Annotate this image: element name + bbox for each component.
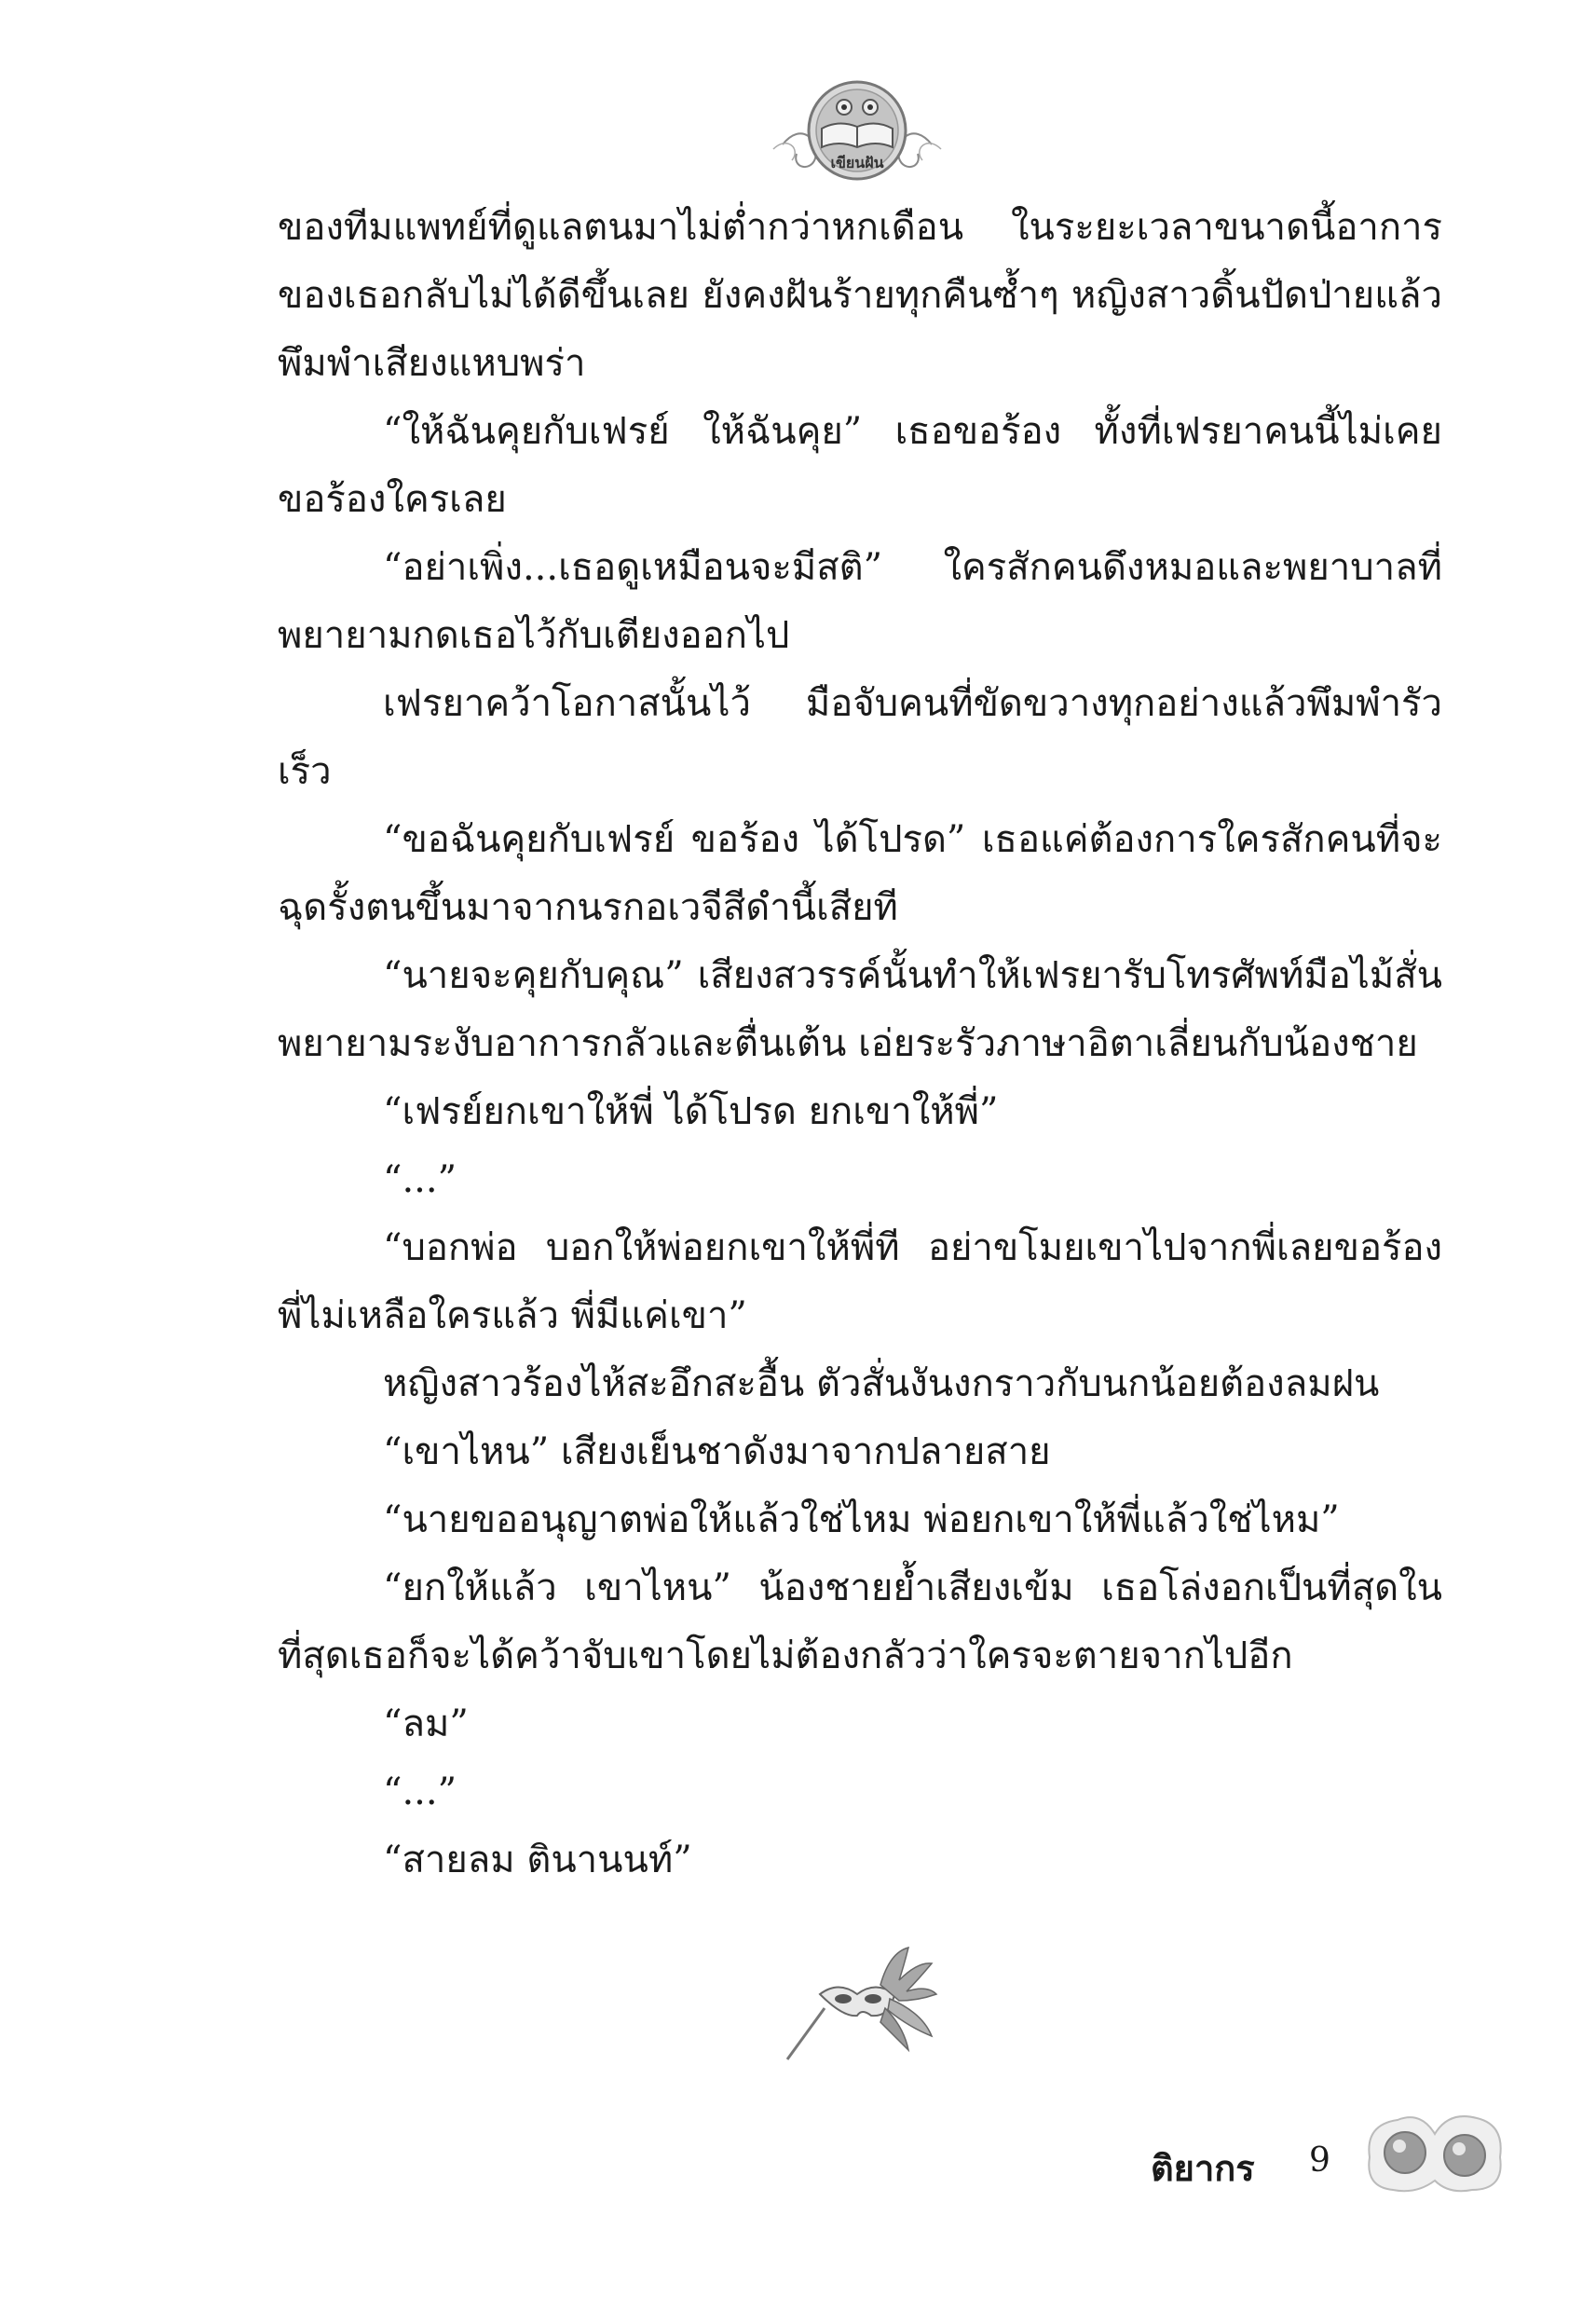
paragraph: “...” [383, 1771, 457, 1813]
emblem-text: เขียนฝัน [830, 154, 884, 171]
paragraph: “...” [383, 1158, 457, 1201]
paragraph: “สายลม ตินานนท์” [383, 1839, 692, 1881]
book-emblem-icon [764, 56, 950, 196]
masquerade-mask-icon [769, 1943, 946, 2064]
paragraph: เฟรยาคว้าโอกาสนั้นไว้ มือจับคนที่ขัดขวางทุกอย่างแล้วพึมพำรัวเร็ว [278, 682, 1442, 793]
paragraph: “ขอฉันคุยกับเฟรย์ ขอร้อง ได้โปรด” เธอแค่ต้องการใครสักคนที่จะฉุดรั้งตนขึ้นมาจากนรกอเวจีสีดำนี้เสียที [278, 818, 1442, 929]
paragraph: ของทีมแพทย์ที่ดูแลตนมาไม่ต่ำกว่าหกเดือน ในระยะเวลาขนาดนี้อาการของเธอกลับไม่ได้ดีขึ้นเลย ยังคงฝันร้ายทุกคืนซ้ำๆ หญิงสาวดิ้นปัดป่ายแล้วพึมพำเสียงแหบพร่า [278, 206, 1442, 385]
paragraph: “ลม” [383, 1702, 469, 1745]
paragraph: หญิงสาวร้องไห้สะอึกสะอื้น ตัวสั่นงันงกราวกับนกน้อยต้องลมฝน [383, 1362, 1380, 1405]
body-text [278, 194, 1442, 1894]
paragraph: “เฟรย์ยกเขาให้พี่ ได้โปรด ยกเขาให้พี่” [383, 1090, 999, 1133]
fried-eggs-icon [1360, 2101, 1509, 2204]
paragraph: “นายจะคุยกับคุณ” เสียงสวรรค์นั้นทำให้เฟรยารับโทรศัพท์มือไม้สั่นพยายามระงับอาการกลัวและตื่นเต้น เอ่ยระรัวภาษาอิตาเลี่ยนกับน้องชาย [278, 954, 1442, 1065]
paragraph: “อย่าเพิ่ง...เธอดูเหมือนจะมีสติ” ใครสักคนดึงหมอและพยาบาลที่พยายามกดเธอไว้กับเตียงออกไป [278, 546, 1442, 657]
page-number: 9 [1309, 2141, 1330, 2180]
paragraph: “เขาไหน” เสียงเย็นชาดังมาจากปลายสาย [383, 1430, 1051, 1473]
paragraph: “ให้ฉันคุยกับเฟรย์ ให้ฉันคุย” เธอขอร้อง ทั้งที่เฟรยาคนนี้ไม่เคยขอร้องใครเลย [278, 410, 1442, 521]
footer-book-title: ติยากร [1151, 2148, 1255, 2189]
paragraph: “นายขออนุญาตพ่อให้แล้วใช่ไหม พ่อยกเขาให้พี่แล้วใช่ไหม” [383, 1498, 1340, 1541]
paragraph: “บอกพ่อ บอกให้พ่อยกเขาให้พี่ที อย่าขโมยเขาไปจากพี่เลยขอร้อง พี่ไม่เหลือใครแล้ว พี่มีแค่เขา” [278, 1226, 1442, 1337]
paragraph: “ยกให้แล้ว เขาไหน” น้องชายย้ำเสียงเข้ม เธอโล่งอกเป็นที่สุดในที่สุดเธอก็จะได้คว้าจับเขาโดยไม่ต้องกลัวว่าใครจะตายจากไปอีก [278, 1566, 1442, 1677]
